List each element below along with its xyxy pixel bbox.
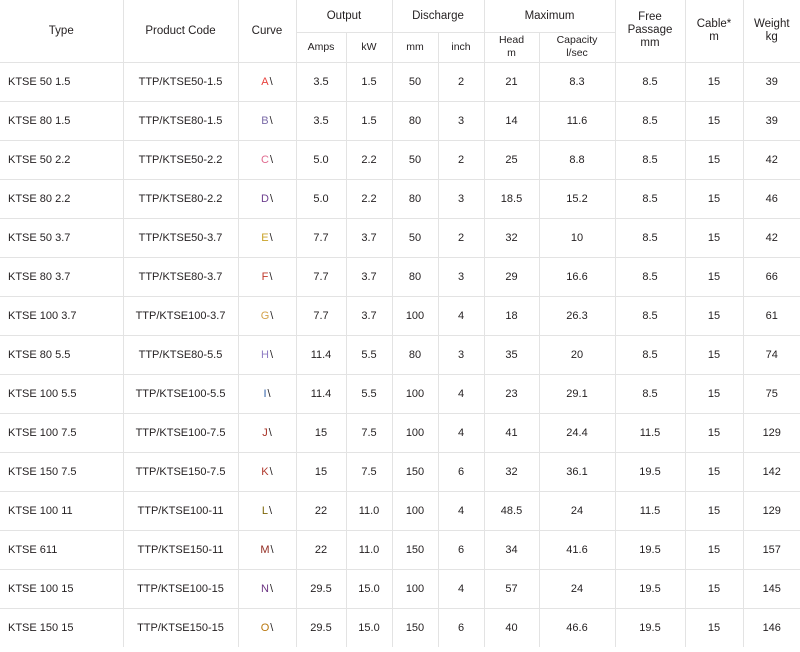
cell-type: KTSE 100 15 bbox=[0, 569, 123, 608]
cell-discharge-inch: 3 bbox=[438, 257, 484, 296]
cell-amps: 22 bbox=[296, 530, 346, 569]
cell-type: KTSE 50 3.7 bbox=[0, 218, 123, 257]
cell-type: KTSE 100 5.5 bbox=[0, 374, 123, 413]
cell-max-capacity: 11.6 bbox=[539, 101, 615, 140]
cell-discharge-inch: 4 bbox=[438, 491, 484, 530]
cell-cable: 15 bbox=[685, 335, 743, 374]
cell-max-head: 14 bbox=[484, 101, 539, 140]
cell-kw: 15.0 bbox=[346, 608, 392, 647]
cell-amps: 3.5 bbox=[296, 101, 346, 140]
table-row bbox=[0, 296, 800, 335]
curve-slash-icon: \ bbox=[270, 621, 274, 634]
cell-amps: 15 bbox=[296, 452, 346, 491]
cell-curve-letter: M bbox=[260, 543, 270, 556]
cell-kw: 3.7 bbox=[346, 296, 392, 335]
curve-slash-icon: \ bbox=[269, 231, 273, 244]
cell-curve-letter: J bbox=[262, 426, 268, 439]
cell-discharge-inch: 2 bbox=[438, 62, 484, 101]
header-discharge: Discharge bbox=[392, 0, 484, 32]
cell-type: KTSE 80 3.7 bbox=[0, 257, 123, 296]
cell-weight: 66 bbox=[743, 257, 800, 296]
cell-curve bbox=[238, 101, 296, 140]
cell-curve bbox=[238, 608, 296, 647]
cell-kw: 7.5 bbox=[346, 413, 392, 452]
table-row bbox=[0, 218, 800, 257]
cell-free-passage: 8.5 bbox=[615, 101, 685, 140]
cell-free-passage: 19.5 bbox=[615, 608, 685, 647]
cell-amps: 7.7 bbox=[296, 296, 346, 335]
header-cable-label: Cable* bbox=[696, 17, 732, 30]
cell-curve-letter: E bbox=[261, 231, 269, 244]
header-cable-unit: m bbox=[709, 30, 719, 43]
cell-free-passage: 11.5 bbox=[615, 413, 685, 452]
curve-slash-icon: \ bbox=[267, 387, 271, 400]
cell-discharge-inch: 3 bbox=[438, 179, 484, 218]
cell-max-capacity: 8.3 bbox=[539, 62, 615, 101]
header-discharge-mm: mm bbox=[392, 32, 438, 62]
cell-max-capacity: 15.2 bbox=[539, 179, 615, 218]
header-max-capacity-label: Capacity bbox=[556, 34, 598, 46]
header-max-head-label: Head bbox=[498, 34, 525, 46]
header-product-code: Product Code bbox=[123, 0, 238, 62]
cell-max-head: 25 bbox=[484, 140, 539, 179]
cell-curve bbox=[238, 257, 296, 296]
cell-discharge-inch: 6 bbox=[438, 452, 484, 491]
cell-amps: 22 bbox=[296, 491, 346, 530]
table-row bbox=[0, 374, 800, 413]
cell-amps: 15 bbox=[296, 413, 346, 452]
cell-amps: 29.5 bbox=[296, 608, 346, 647]
cell-weight: 42 bbox=[743, 140, 800, 179]
table-header-group-row bbox=[0, 0, 800, 32]
cell-max-capacity: 46.6 bbox=[539, 608, 615, 647]
cell-curve bbox=[238, 335, 296, 374]
cell-max-head: 48.5 bbox=[484, 491, 539, 530]
table-body bbox=[0, 62, 800, 647]
table-row bbox=[0, 140, 800, 179]
cell-product-code: TTP/KTSE80-3.7 bbox=[123, 257, 238, 296]
curve-slash-icon: \ bbox=[268, 426, 272, 439]
cell-discharge-mm: 80 bbox=[392, 101, 438, 140]
cell-curve bbox=[238, 413, 296, 452]
cell-curve-letter: C bbox=[260, 153, 269, 166]
cell-type: KTSE 80 1.5 bbox=[0, 101, 123, 140]
cell-cable: 15 bbox=[685, 257, 743, 296]
table-row bbox=[0, 530, 800, 569]
cell-weight: 42 bbox=[743, 218, 800, 257]
cell-curve bbox=[238, 374, 296, 413]
cell-cable: 15 bbox=[685, 374, 743, 413]
header-type: Type bbox=[0, 0, 123, 62]
cell-max-capacity: 36.1 bbox=[539, 452, 615, 491]
cell-product-code: TTP/KTSE50-1.5 bbox=[123, 62, 238, 101]
cell-max-head: 23 bbox=[484, 374, 539, 413]
cell-curve bbox=[238, 296, 296, 335]
header-output: Output bbox=[296, 0, 392, 32]
header-cable bbox=[685, 0, 743, 62]
cell-kw: 7.5 bbox=[346, 452, 392, 491]
cell-curve bbox=[238, 179, 296, 218]
cell-cable: 15 bbox=[685, 218, 743, 257]
cell-cable: 15 bbox=[685, 296, 743, 335]
curve-slash-icon: \ bbox=[269, 348, 273, 361]
cell-type: KTSE 100 11 bbox=[0, 491, 123, 530]
cell-amps: 11.4 bbox=[296, 374, 346, 413]
cell-cable: 15 bbox=[685, 62, 743, 101]
curve-slash-icon: \ bbox=[269, 192, 273, 205]
table-row bbox=[0, 101, 800, 140]
table-row bbox=[0, 491, 800, 530]
curve-slash-icon: \ bbox=[269, 153, 273, 166]
cell-discharge-inch: 2 bbox=[438, 140, 484, 179]
cell-amps: 29.5 bbox=[296, 569, 346, 608]
header-curve: Curve bbox=[238, 0, 296, 62]
cell-weight: 61 bbox=[743, 296, 800, 335]
cell-cable: 15 bbox=[685, 452, 743, 491]
cell-kw: 11.0 bbox=[346, 530, 392, 569]
cell-discharge-mm: 100 bbox=[392, 296, 438, 335]
cell-weight: 39 bbox=[743, 101, 800, 140]
cell-discharge-inch: 6 bbox=[438, 530, 484, 569]
cell-kw: 5.5 bbox=[346, 374, 392, 413]
table-row bbox=[0, 257, 800, 296]
cell-free-passage: 19.5 bbox=[615, 569, 685, 608]
cell-free-passage: 8.5 bbox=[615, 140, 685, 179]
cell-discharge-mm: 80 bbox=[392, 335, 438, 374]
cell-cable: 15 bbox=[685, 179, 743, 218]
cell-kw: 5.5 bbox=[346, 335, 392, 374]
curve-slash-icon: \ bbox=[270, 543, 274, 556]
cell-discharge-mm: 150 bbox=[392, 530, 438, 569]
cell-product-code: TTP/KTSE150-7.5 bbox=[123, 452, 238, 491]
cell-type: KTSE 150 15 bbox=[0, 608, 123, 647]
cell-kw: 1.5 bbox=[346, 101, 392, 140]
cell-type: KTSE 100 7.5 bbox=[0, 413, 123, 452]
cell-max-head: 41 bbox=[484, 413, 539, 452]
cell-product-code: TTP/KTSE80-1.5 bbox=[123, 101, 238, 140]
cell-curve-letter: K bbox=[261, 465, 269, 478]
cell-curve bbox=[238, 62, 296, 101]
cell-product-code: TTP/KTSE80-2.2 bbox=[123, 179, 238, 218]
cell-type: KTSE 611 bbox=[0, 530, 123, 569]
cell-weight: 75 bbox=[743, 374, 800, 413]
header-discharge-inch: inch bbox=[438, 32, 484, 62]
cell-product-code: TTP/KTSE100-3.7 bbox=[123, 296, 238, 335]
header-max-head-unit: m bbox=[507, 47, 516, 59]
cell-kw: 3.7 bbox=[346, 257, 392, 296]
curve-slash-icon: \ bbox=[269, 114, 273, 127]
cell-kw: 1.5 bbox=[346, 62, 392, 101]
cell-cable: 15 bbox=[685, 413, 743, 452]
cell-kw: 15.0 bbox=[346, 569, 392, 608]
cell-discharge-inch: 3 bbox=[438, 335, 484, 374]
header-kw: kW bbox=[346, 32, 392, 62]
cell-weight: 146 bbox=[743, 608, 800, 647]
cell-amps: 3.5 bbox=[296, 62, 346, 101]
cell-type: KTSE 50 1.5 bbox=[0, 62, 123, 101]
cell-discharge-mm: 50 bbox=[392, 62, 438, 101]
header-maximum: Maximum bbox=[484, 0, 615, 32]
header-weight bbox=[743, 0, 800, 62]
cell-max-head: 32 bbox=[484, 218, 539, 257]
curve-slash-icon: \ bbox=[269, 270, 273, 283]
cell-curve-letter: B bbox=[261, 114, 269, 127]
header-free-passage-label: Free Passage bbox=[627, 11, 673, 37]
header-free-passage bbox=[615, 0, 685, 62]
cell-curve-letter: D bbox=[260, 192, 269, 205]
cell-discharge-inch: 4 bbox=[438, 296, 484, 335]
cell-max-capacity: 41.6 bbox=[539, 530, 615, 569]
cell-max-capacity: 24 bbox=[539, 569, 615, 608]
cell-weight: 39 bbox=[743, 62, 800, 101]
cell-discharge-inch: 3 bbox=[438, 101, 484, 140]
cell-max-head: 32 bbox=[484, 452, 539, 491]
cell-type: KTSE 150 7.5 bbox=[0, 452, 123, 491]
cell-product-code: TTP/KTSE100-11 bbox=[123, 491, 238, 530]
cell-max-capacity: 10 bbox=[539, 218, 615, 257]
cell-free-passage: 8.5 bbox=[615, 62, 685, 101]
cell-cable: 15 bbox=[685, 101, 743, 140]
cell-free-passage: 8.5 bbox=[615, 296, 685, 335]
cell-product-code: TTP/KTSE80-5.5 bbox=[123, 335, 238, 374]
header-weight-unit: kg bbox=[765, 30, 778, 43]
cell-free-passage: 19.5 bbox=[615, 452, 685, 491]
table-row bbox=[0, 569, 800, 608]
cell-product-code: TTP/KTSE150-11 bbox=[123, 530, 238, 569]
cell-curve bbox=[238, 530, 296, 569]
curve-slash-icon: \ bbox=[269, 465, 273, 478]
cell-free-passage: 19.5 bbox=[615, 530, 685, 569]
cell-cable: 15 bbox=[685, 608, 743, 647]
cell-product-code: TTP/KTSE50-2.2 bbox=[123, 140, 238, 179]
cell-product-code: TTP/KTSE100-7.5 bbox=[123, 413, 238, 452]
curve-slash-icon: \ bbox=[269, 75, 273, 88]
cell-weight: 142 bbox=[743, 452, 800, 491]
cell-max-head: 57 bbox=[484, 569, 539, 608]
cell-curve-letter: H bbox=[260, 348, 269, 361]
cell-type: KTSE 100 3.7 bbox=[0, 296, 123, 335]
header-max-capacity bbox=[539, 32, 615, 62]
cell-discharge-mm: 100 bbox=[392, 413, 438, 452]
cell-curve-letter: O bbox=[260, 621, 270, 634]
cell-discharge-mm: 50 bbox=[392, 218, 438, 257]
cell-max-head: 35 bbox=[484, 335, 539, 374]
cell-free-passage: 8.5 bbox=[615, 218, 685, 257]
cell-discharge-mm: 150 bbox=[392, 452, 438, 491]
table-row bbox=[0, 179, 800, 218]
cell-curve-letter: N bbox=[260, 582, 269, 595]
cell-kw: 2.2 bbox=[346, 179, 392, 218]
cell-max-head: 21 bbox=[484, 62, 539, 101]
cell-max-capacity: 26.3 bbox=[539, 296, 615, 335]
cell-kw: 2.2 bbox=[346, 140, 392, 179]
cell-max-head: 40 bbox=[484, 608, 539, 647]
cell-cable: 15 bbox=[685, 491, 743, 530]
cell-curve bbox=[238, 452, 296, 491]
table-row bbox=[0, 62, 800, 101]
header-weight-label: Weight bbox=[753, 17, 790, 30]
cell-discharge-mm: 150 bbox=[392, 608, 438, 647]
cell-weight: 74 bbox=[743, 335, 800, 374]
cell-discharge-inch: 2 bbox=[438, 218, 484, 257]
cell-kw: 11.0 bbox=[346, 491, 392, 530]
cell-discharge-mm: 100 bbox=[392, 569, 438, 608]
cell-type: KTSE 80 5.5 bbox=[0, 335, 123, 374]
cell-curve-letter: G bbox=[260, 309, 270, 322]
cell-cable: 15 bbox=[685, 569, 743, 608]
cell-max-head: 18 bbox=[484, 296, 539, 335]
cell-max-head: 34 bbox=[484, 530, 539, 569]
cell-weight: 46 bbox=[743, 179, 800, 218]
cell-curve bbox=[238, 569, 296, 608]
cell-discharge-mm: 80 bbox=[392, 179, 438, 218]
cell-discharge-inch: 4 bbox=[438, 569, 484, 608]
header-max-head bbox=[484, 32, 539, 62]
cell-max-capacity: 20 bbox=[539, 335, 615, 374]
cell-curve-letter: A bbox=[261, 75, 269, 88]
cell-weight: 157 bbox=[743, 530, 800, 569]
table-row bbox=[0, 335, 800, 374]
cell-discharge-mm: 100 bbox=[392, 374, 438, 413]
cell-product-code: TTP/KTSE100-15 bbox=[123, 569, 238, 608]
cell-free-passage: 8.5 bbox=[615, 335, 685, 374]
cell-discharge-mm: 80 bbox=[392, 257, 438, 296]
curve-slash-icon: \ bbox=[270, 309, 274, 322]
cell-discharge-inch: 6 bbox=[438, 608, 484, 647]
table-row bbox=[0, 413, 800, 452]
cell-product-code: TTP/KTSE150-15 bbox=[123, 608, 238, 647]
cell-curve-letter: L bbox=[261, 504, 269, 517]
cell-amps: 5.0 bbox=[296, 179, 346, 218]
cell-curve bbox=[238, 491, 296, 530]
cell-type: KTSE 80 2.2 bbox=[0, 179, 123, 218]
cell-curve-letter: F bbox=[261, 270, 269, 283]
cell-amps: 7.7 bbox=[296, 257, 346, 296]
cell-cable: 15 bbox=[685, 140, 743, 179]
header-free-passage-unit: mm bbox=[640, 37, 660, 50]
cell-discharge-mm: 100 bbox=[392, 491, 438, 530]
cell-free-passage: 11.5 bbox=[615, 491, 685, 530]
curve-slash-icon: \ bbox=[269, 582, 273, 595]
cell-curve-letter: I bbox=[263, 387, 267, 400]
cell-max-head: 29 bbox=[484, 257, 539, 296]
cell-kw: 3.7 bbox=[346, 218, 392, 257]
cell-curve bbox=[238, 140, 296, 179]
cell-product-code: TTP/KTSE100-5.5 bbox=[123, 374, 238, 413]
header-max-capacity-unit: l/sec bbox=[566, 47, 588, 59]
cell-max-head: 18.5 bbox=[484, 179, 539, 218]
cell-discharge-inch: 4 bbox=[438, 374, 484, 413]
curve-slash-icon: \ bbox=[269, 504, 273, 517]
cell-free-passage: 8.5 bbox=[615, 257, 685, 296]
cell-weight: 129 bbox=[743, 491, 800, 530]
cell-cable: 15 bbox=[685, 530, 743, 569]
cell-free-passage: 8.5 bbox=[615, 374, 685, 413]
cell-discharge-mm: 50 bbox=[392, 140, 438, 179]
cell-max-capacity: 24 bbox=[539, 491, 615, 530]
cell-product-code: TTP/KTSE50-3.7 bbox=[123, 218, 238, 257]
cell-max-capacity: 16.6 bbox=[539, 257, 615, 296]
cell-free-passage: 8.5 bbox=[615, 179, 685, 218]
cell-curve bbox=[238, 218, 296, 257]
cell-amps: 5.0 bbox=[296, 140, 346, 179]
cell-max-capacity: 24.4 bbox=[539, 413, 615, 452]
cell-max-capacity: 29.1 bbox=[539, 374, 615, 413]
cell-weight: 145 bbox=[743, 569, 800, 608]
cell-type: KTSE 50 2.2 bbox=[0, 140, 123, 179]
table-row bbox=[0, 452, 800, 491]
cell-weight: 129 bbox=[743, 413, 800, 452]
cell-amps: 7.7 bbox=[296, 218, 346, 257]
cell-amps: 11.4 bbox=[296, 335, 346, 374]
cell-max-capacity: 8.8 bbox=[539, 140, 615, 179]
header-amps: Amps bbox=[296, 32, 346, 62]
cell-discharge-inch: 4 bbox=[438, 413, 484, 452]
table-row bbox=[0, 608, 800, 647]
